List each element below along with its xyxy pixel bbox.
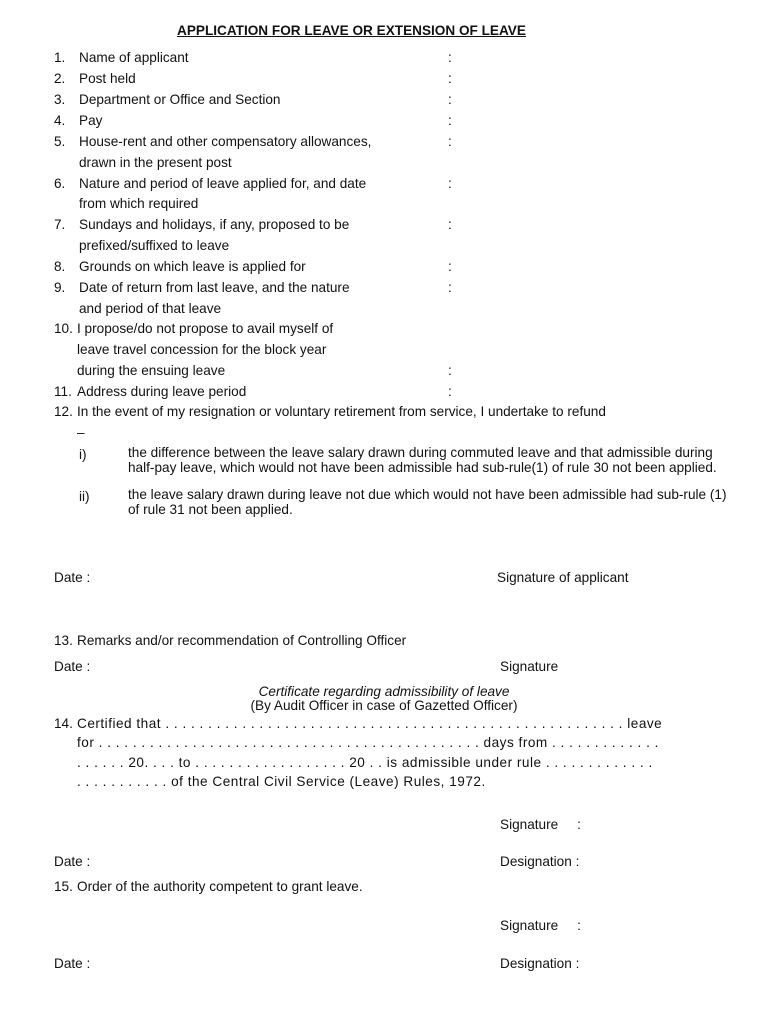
field-colon: : bbox=[448, 217, 452, 232]
item-number: 5. bbox=[54, 134, 66, 149]
field-colon: : bbox=[448, 134, 452, 149]
certified-line-2: for . . . . . . . . . . . . . . . . . . . . . . . . . . . . . . . . . . . . . . . . . . . . . days from . . . . . . . . . . . . . bbox=[77, 735, 659, 750]
authority-designation-label: Designation : bbox=[500, 956, 580, 971]
item-label: Name of applicant bbox=[79, 50, 189, 65]
item-number: 12. bbox=[54, 404, 73, 419]
field-colon: : bbox=[448, 113, 452, 128]
order-label: Order of the authority competent to grant leave. bbox=[77, 879, 363, 894]
sub-item-text: the difference between the leave salary drawn during commuted leave and that admissible during half-pay leave, which would not have been admissible had sub-rule(1) of rule 30 not been applied. bbox=[128, 445, 717, 475]
item-number: 15. bbox=[54, 879, 73, 894]
item-label-continued: and period of that leave bbox=[79, 301, 222, 316]
item-label: Sundays and holidays, if any, proposed to be bbox=[79, 217, 350, 232]
item-number: 7. bbox=[54, 217, 66, 232]
sub-item-label: i) bbox=[79, 447, 87, 462]
controlling-date-label: Date : bbox=[54, 659, 91, 674]
field-colon: : bbox=[448, 50, 452, 65]
field-colon: : bbox=[448, 384, 452, 399]
item-label: I propose/do not propose to avail myself of bbox=[77, 321, 334, 336]
authority-date-label: Date : bbox=[54, 956, 91, 971]
item-label-continued: leave travel concession for the block year bbox=[77, 342, 327, 357]
item-label-continued: from which required bbox=[79, 196, 199, 211]
applicant-signature-label: Signature of applicant bbox=[497, 570, 629, 585]
item-label: Address during leave period bbox=[77, 384, 247, 399]
certified-line-3: . . . . . . 20. . . . to . . . . . . . . . . . . . . . . . . 20 . . is admissible under rule . . . . . . . . . . . . . bbox=[77, 755, 653, 770]
remarks-label: Remarks and/or recommendation of Controlling Officer bbox=[77, 633, 407, 648]
undertaking-dash: – bbox=[77, 425, 85, 440]
undertaking-text: In the event of my resignation or voluntary retirement from service, I undertake to refund bbox=[77, 404, 606, 419]
field-colon: : bbox=[448, 92, 452, 107]
item-number: 6. bbox=[54, 176, 66, 191]
item-number: 4. bbox=[54, 113, 66, 128]
field-colon: : bbox=[448, 280, 452, 295]
item-label: House-rent and other compensatory allowances, bbox=[79, 134, 372, 149]
item-label-continued: during the ensuing leave bbox=[77, 363, 226, 378]
field-colon: : bbox=[448, 71, 452, 86]
sub-item-text: the leave salary drawn during leave not due which would not have been admissible had sub-rule (1) of rule 31 not been applied. bbox=[128, 487, 727, 517]
audit-signature-label: Signature : bbox=[500, 817, 581, 832]
authority-signature-label: Signature : bbox=[500, 918, 581, 933]
controlling-signature-label: Signature bbox=[500, 659, 559, 674]
certificate-heading: Certificate regarding admissibility of leave bbox=[258, 684, 510, 699]
item-label: Post held bbox=[79, 71, 136, 86]
form-title: APPLICATION FOR LEAVE OR EXTENSION OF LEAVE bbox=[177, 23, 526, 38]
sub-item-label: ii) bbox=[79, 489, 90, 504]
applicant-date-label: Date : bbox=[54, 570, 91, 585]
item-label: Nature and period of leave applied for, and date bbox=[79, 176, 367, 191]
field-colon: : bbox=[448, 363, 452, 378]
item-number: 11. bbox=[54, 384, 72, 399]
item-number: 13. bbox=[54, 633, 73, 648]
item-label: Pay bbox=[79, 113, 103, 128]
item-label: Grounds on which leave is applied for bbox=[79, 259, 306, 274]
certificate-subheading: (By Audit Officer in case of Gazetted Officer) bbox=[250, 698, 518, 713]
item-number: 10. bbox=[54, 321, 73, 336]
item-number: 3. bbox=[54, 92, 66, 107]
item-number: 14. bbox=[54, 716, 73, 731]
certified-line-4: . . . . . . . . . . . of the Central Civil Service (Leave) Rules, 1972. bbox=[77, 774, 486, 789]
field-colon: : bbox=[448, 176, 452, 191]
audit-designation-label: Designation : bbox=[500, 854, 580, 869]
item-number: 2. bbox=[54, 71, 66, 86]
item-label-continued: prefixed/suffixed to leave bbox=[79, 238, 230, 253]
field-colon: : bbox=[448, 259, 452, 274]
item-label: Department or Office and Section bbox=[79, 92, 281, 107]
certified-line-1: Certified that . . . . . . . . . . . . . . . . . . . . . . . . . . . . . . . . . . . . . . . . . . . . . . . . . . . . . . leave bbox=[77, 716, 663, 731]
audit-date-label: Date : bbox=[54, 854, 91, 869]
item-number: 9. bbox=[54, 280, 66, 295]
item-label-continued: drawn in the present post bbox=[79, 155, 232, 170]
item-number: 8. bbox=[54, 259, 66, 274]
item-number: 1. bbox=[54, 50, 66, 65]
item-label: Date of return from last leave, and the nature bbox=[79, 280, 350, 295]
